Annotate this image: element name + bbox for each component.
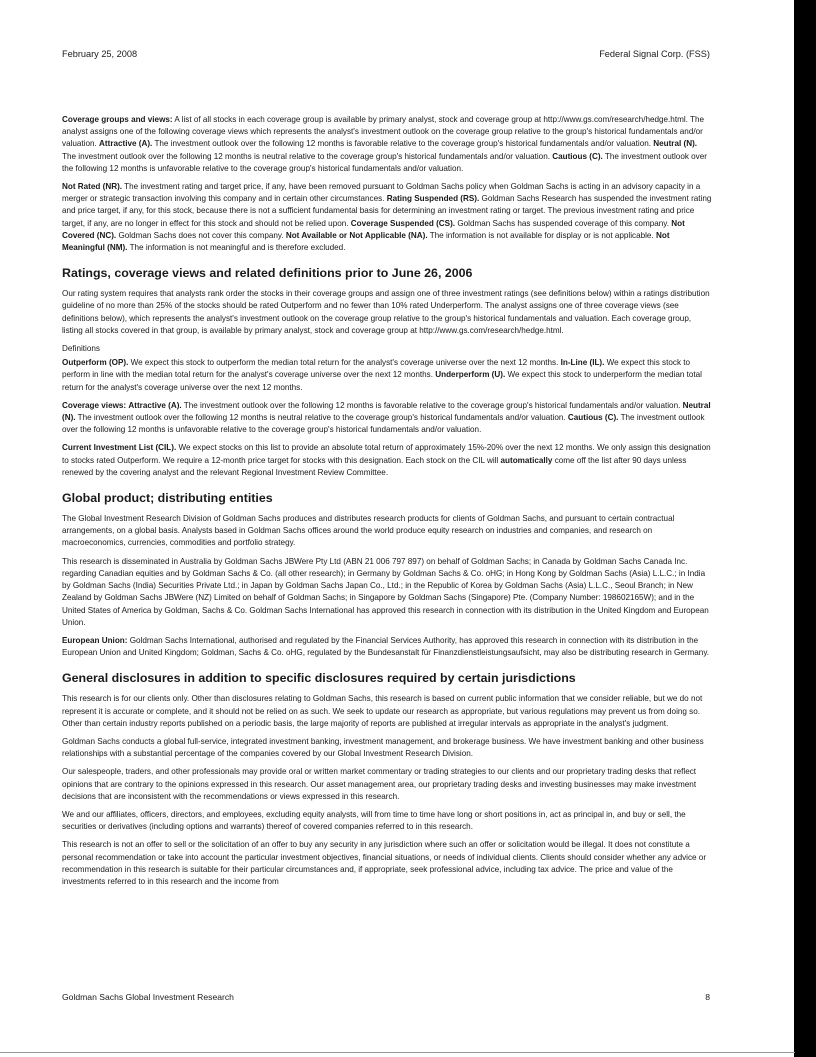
page-number: 8 [705, 992, 710, 1002]
general-paragraph-5: This research is not an offer to sell or the solicitation of an offer to buy any security in any jurisdiction where such an offer or solicitation would be illegal. It does not constitute a personal recommendation or take into account the particular investment objectives, financial situations, or needs of individual clients. Clients should consider whether any advice or recommendation in this research is suitable for their particular circumstances and, if appropriate, seek professional advice, including tax advice. The price and value of the investments referred to in this research and the income from [62, 840, 707, 886]
text: Goldman Sachs has suspended coverage of this company. [455, 218, 672, 228]
dissemination-paragraph: This research is disseminated in Australia by Goldman Sachs JBWere Pty Ltd (ABN 21 006 797 897) on behalf of Goldman Sachs; in Canada by Goldman Sachs Canada Inc. regarding Canadian equities and by Goldman Sachs & Co. (all other research); in Germany by Goldman Sachs & Co. oHG; in Hong Kong by Goldman Sachs (Asia) L.L.C.; in India by Goldman Sachs (India) Securities Private Ltd.; in Japan by Goldman Sachs Japan Co., Ltd.; in the Republic of Korea by Goldman Sachs (Asia) L.L.C., Seoul Branch; in New Zealand by Goldman Sachs JBWere (NZ) Limited on behalf of Goldman Sachs; in Singapore by Goldman Sachs (Singapore) Pte. (Company Number: 198602165W); and in the United States of America by Goldman, Sachs & Co. Goldman Sachs International has approved this research in connection with its distribution in the United Kingdom and European Union. [62, 556, 709, 627]
term: In-Line (IL). [560, 358, 605, 368]
general-paragraph-4: We and our affiliates, officers, directors, and employees, excluding equity analysts, will from time to time have long or short positions in, act as principal in, and buy or sell, the securities or derivatives (including options and warrants) thereof of covered companies referred to in this research. [62, 809, 686, 832]
definitions-label: Definitions [62, 344, 100, 354]
scan-bottom-line [0, 1052, 795, 1053]
text: We expect this stock to outperform the median total return for the analyst's coverage universe over the next 12 months. [128, 358, 561, 368]
term: Current Investment List (CIL). [62, 443, 177, 453]
term: European Union: [62, 635, 128, 645]
not-rated-paragraph [62, 181, 712, 254]
text: We expect stocks on this list to provide an absolute total return of approximately 15%-20% over the next 12 months. We only assign this designation to stocks rated Outperform. We require a 12-month price target for stocks with this designation. Each stock on the CIL will [62, 443, 711, 465]
term: Not Meaningful (NM). [62, 230, 670, 253]
ratings-definitions-paragraph [62, 357, 712, 394]
term: Cautious (C). [552, 151, 603, 161]
term: Neutral (N). [62, 400, 711, 423]
text: The investment outlook over the following 12 months is favorable relative to the coverage group's historical fundamentals and/or valuation. [181, 400, 683, 410]
company-ticker: Federal Signal Corp. (FSS) [599, 49, 710, 59]
term: Rating Suspended (RS). [386, 194, 480, 204]
text: The investment outlook over the following 12 months is unfavorable relative to the coverage group's historical fundamentals and/or valuation. [62, 413, 705, 435]
text: The investment outlook over the following 12 months is favorable relative to the coverage group's historical fundamentals and/or valuation. [152, 139, 654, 149]
text: Goldman Sachs International, authorised and regulated by the Financial Services Authority, has approved this research in connection with its distribution in the European Union and United Kingdom; Goldman, Sachs & Co. oHG, regulated by the Bundesanstalt für Finanzdienstleistungsaufsicht, may also be distributing research in Germany. [62, 635, 710, 658]
text: We expect this stock to perform in line with the median total return for the analyst's coverage universe over the next 12 months. [62, 358, 691, 380]
term: Cautious (C). [567, 413, 619, 423]
term: Coverage groups and views: [62, 115, 173, 124]
european-union-paragraph [62, 635, 712, 659]
global-product-heading: Global product; distributing entities [62, 491, 273, 506]
text: We expect this stock to underperform the median total return for the analyst's coverage universe over the next 12 months. [62, 370, 702, 392]
text: A list of all stocks in each coverage group is available by primary analyst, stock and coverage group at http://www.gs.com/research/hedge.html. The analyst assigns one of the following coverage views which represents the analyst's investment outlook on the coverage group relative to the group's historical fundamentals and/or valuation. [62, 115, 705, 149]
term: Not Available or Not Applicable (NA). [285, 230, 428, 240]
report-date: February 25, 2008 [62, 49, 138, 59]
term: Attractive (A). [99, 139, 153, 149]
text: The information is not available for display or is not applicable. [427, 230, 656, 240]
text: Goldman Sachs does not cover this company. [116, 230, 286, 240]
coverage-views-paragraph [62, 114, 712, 175]
scan-edge-bar [794, 0, 816, 1057]
disclosures-body [62, 114, 712, 894]
text: The investment outlook over the following 12 months is neutral relative to the coverage group's historical fundamentals and/or valuation. [75, 413, 568, 423]
term: Attractive (A). [128, 400, 182, 410]
text: The investment rating and target price, if any, have been removed pursuant to Goldman Sachs policy when Goldman Sachs is acting in an advisory capacity in a merger or strategic transaction involving this company and in certain other circumstances. [62, 182, 701, 204]
general-disclosures-heading: General disclosures in addition to specific disclosures required by certain jurisdictions [62, 671, 576, 686]
text: The investment outlook over the following 12 months is unfavorable relative to the coverage group's historical fundamentals and/or valuation. [62, 151, 707, 173]
general-paragraph-3: Our salespeople, traders, and other professionals may provide oral or written market commentary or trading strategies to our clients and our proprietary trading desks that reflect opinions that are contrary to the opinions expressed in this research. Our asset management area, our proprietary trading desks and investing businesses may make investment decisions that are inconsistent with the recommendations or views expressed in this research. [62, 767, 697, 801]
current-investment-list-paragraph [62, 442, 712, 479]
ratings-prior-heading: Ratings, coverage views and related definitions prior to June 26, 2006 [62, 266, 473, 281]
general-paragraph-1: This research is for our clients only. Other than disclosures relating to Goldman Sachs, this research is based on current public information that we consider reliable, but we do not represent it is accurate or complete, and it should not be relied on as such. We seek to update our research as appropriate, but various regulations may prevent us from doing so. Other than certain industry reports published on a periodic basis, the large majority of reports are published at irregular intervals as appropriate in the analyst's judgment. [62, 694, 703, 728]
term: automatically [500, 455, 553, 465]
term: Coverage Suspended (CS). [350, 218, 456, 228]
ratings-intro-paragraph: Our rating system requires that analysts rank order the stocks in their coverage groups and assign one of three investment ratings (see definitions below) within a ratings distribution guideline of no more than 25% of the stocks should be rated Outperform and no fewer than 10% rated Underperform. The analyst assigns one of three coverage views (see definitions below), which represents the analyst's investment outlook on the coverage group relative to the group's historical fundamentals and valuation. Each coverage group, listing all stocks covered in that group, is available by primary analyst, stock and coverage group at http://www.gs.com/research/hedge.html. [62, 289, 710, 335]
term: Outperform (OP). [62, 358, 129, 368]
footer-firm: Goldman Sachs Global Investment Research [62, 992, 234, 1002]
term: Coverage views: [62, 400, 127, 410]
prior-coverage-views-paragraph [62, 400, 712, 437]
term: Underperform (U). [435, 370, 506, 380]
text: come off the list after 90 days unless renewed by the covering analyst and the relevant Regional Investment Review Committee. [62, 455, 687, 477]
text: The investment outlook over the following 12 months is neutral relative to the coverage group's historical fundamentals and/or valuation. [62, 151, 553, 161]
term: Not Rated (NR). [62, 182, 123, 192]
text: The information is not meaningful and is therefore excluded. [127, 243, 346, 253]
general-paragraph-2: Goldman Sachs conducts a global full-service, integrated investment banking, investment management, and brokerage business. We have investment banking and other business relationships with a substantial percentage of the companies covered by our Global Investment Research Division. [62, 736, 704, 759]
text: Goldman Sachs Research has suspended the investment rating and price target, if any, for this stock, because there is not a sufficient fundamental basis for determining an investment rating or target. The previous investment rating and price target, if any, are no longer in effect for this stock and should not be relied upon. [62, 194, 712, 228]
global-research-paragraph: The Global Investment Research Division of Goldman Sachs produces and distributes research products for clients of Goldman Sachs, and pursuant to certain contractual arrangements, on a global basis. Analysts based in Goldman Sachs offices around the world produce equity research on industries and companies, and research on macroeconomics, currencies, commodities and portfolio strategy. [62, 514, 675, 548]
term: Not Covered (NC). [62, 218, 685, 240]
term: Neutral (N). [653, 139, 698, 149]
